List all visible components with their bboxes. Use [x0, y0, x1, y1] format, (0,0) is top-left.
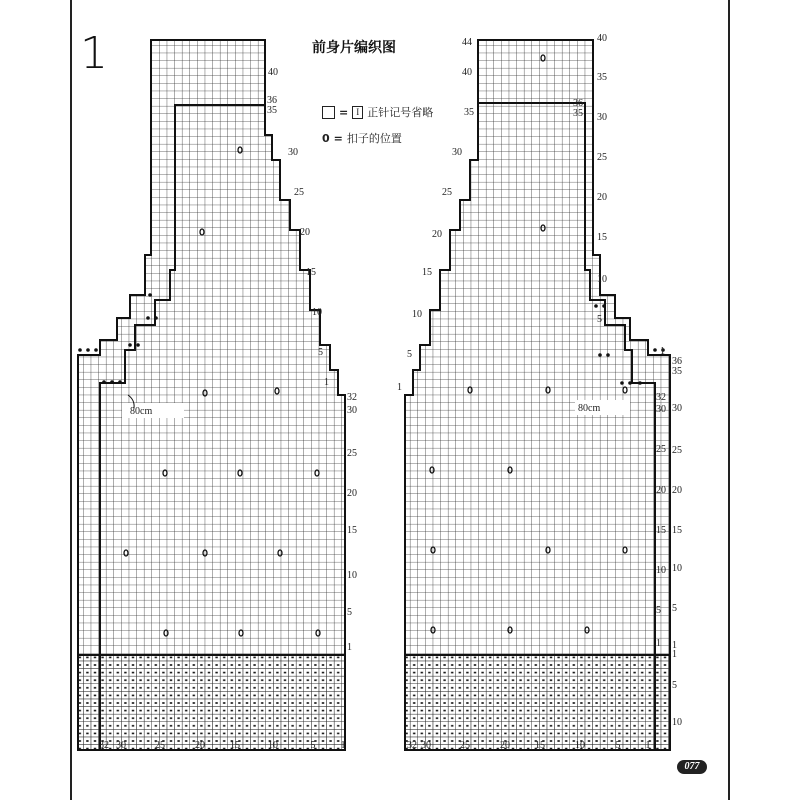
row-label: 25: [597, 152, 607, 163]
stitch-label: 5: [310, 740, 316, 751]
measurement-label: 80cm: [578, 403, 601, 414]
row-label: 35: [267, 105, 277, 116]
row-label: 35: [672, 366, 682, 377]
row-label: 36: [267, 95, 277, 106]
row-label: 44: [462, 37, 472, 48]
bind-off-dot-icon: [606, 353, 610, 357]
inner-label: 25: [656, 444, 666, 455]
stitch-label: 25: [155, 740, 165, 751]
inner-label: 30: [656, 404, 666, 415]
left-front-chart: [78, 40, 357, 751]
row-label: 10: [597, 274, 607, 285]
bind-off-dot-icon: [628, 381, 632, 385]
stitch-label: 5: [615, 740, 621, 751]
bind-off-dot-icon: [653, 348, 657, 352]
stitch-label: 32: [407, 740, 417, 751]
row-label: 20: [347, 488, 357, 499]
row-label: 40: [597, 33, 607, 44]
chart-title: 前身片编织图: [312, 40, 396, 56]
row-label: 15: [347, 525, 357, 536]
inner-label: 36: [573, 98, 583, 109]
bind-off-dot-icon: [598, 353, 602, 357]
row-label: 10: [347, 570, 357, 581]
ribbing-section: [405, 655, 670, 750]
legend-text: 正针记号省略: [367, 107, 434, 119]
bind-off-dot-icon: [638, 381, 642, 385]
stitch-label: 25: [460, 740, 470, 751]
bind-off-dot-icon: [594, 304, 598, 308]
row-label: 25: [672, 445, 682, 456]
right-front-chart: [397, 33, 682, 751]
knit-symbol-icon: I: [352, 106, 363, 119]
row-label: 1: [672, 640, 677, 651]
inner-label: 10: [656, 565, 666, 576]
measurement-label: 80cm: [130, 406, 153, 417]
row-label: 36: [672, 356, 682, 367]
stitch-label: 20: [500, 740, 510, 751]
grid-body: [405, 40, 670, 750]
bind-off-dot-icon: [102, 380, 106, 384]
inner-label: 15: [656, 525, 666, 536]
row-label: 1: [660, 346, 665, 357]
row-label: 10: [412, 309, 422, 320]
row-label: 20: [597, 192, 607, 203]
bind-off-dot-icon: [602, 304, 606, 308]
row-label: 10: [672, 717, 682, 728]
bind-off-dot-icon: [110, 380, 114, 384]
row-label: 5: [407, 349, 412, 360]
bind-off-dot-icon: [154, 316, 158, 320]
row-label: 1: [324, 377, 329, 388]
row-label: 20: [300, 227, 310, 238]
stitch-label: 1: [645, 740, 651, 751]
stitch-label: 30: [421, 740, 431, 751]
legend-item-button: 0 = 扣子的位置: [322, 131, 402, 145]
stitch-label: 30: [116, 740, 126, 751]
bind-off-dot-icon: [136, 343, 140, 347]
row-label: 15: [422, 267, 432, 278]
chart-number: 1: [80, 28, 108, 79]
inner-label: 32: [656, 392, 666, 403]
inner-label: 1: [656, 638, 661, 649]
bind-off-dot-icon: [148, 293, 152, 297]
ribbing-section: [78, 655, 345, 750]
inner-label: 5: [656, 605, 661, 616]
row-label: 15: [306, 267, 316, 278]
bind-off-dot-icon: [86, 348, 90, 352]
row-label: 35: [597, 72, 607, 83]
stitch-label: 1: [340, 740, 346, 751]
row-label: 20: [672, 485, 682, 496]
bind-off-dot-icon: [620, 381, 624, 385]
bind-off-dot-icon: [94, 348, 98, 352]
legend-item-knit: = I 正针记号省略: [322, 104, 433, 120]
row-label: 25: [294, 187, 304, 198]
row-label: 30: [672, 403, 682, 414]
page-number: 077: [677, 760, 707, 774]
row-label: 15: [672, 525, 682, 536]
stitch-label: 15: [230, 740, 240, 751]
row-label: 1: [397, 382, 402, 393]
row-label: 30: [288, 147, 298, 158]
stitch-label: 10: [575, 740, 585, 751]
bind-off-dot-icon: [128, 343, 132, 347]
stitch-label: 10: [268, 740, 278, 751]
bind-off-dot-icon: [146, 316, 150, 320]
row-label: 1: [672, 649, 677, 660]
row-label: 1: [347, 642, 352, 653]
row-label: 5: [672, 680, 677, 691]
row-label: 20: [432, 229, 442, 240]
row-label: 40: [462, 67, 472, 78]
bind-off-dot-icon: [78, 348, 82, 352]
row-label: 30: [597, 112, 607, 123]
row-label: 10: [672, 563, 682, 574]
row-label: 25: [347, 448, 357, 459]
bind-off-dot-icon: [118, 380, 122, 384]
stitch-label: 32: [99, 740, 109, 751]
row-label: 30: [347, 405, 357, 416]
row-label: 5: [597, 314, 602, 325]
stitch-label: 20: [195, 740, 205, 751]
row-label: 10: [312, 307, 322, 318]
row-label: 5: [672, 603, 677, 614]
row-label: 30: [452, 147, 462, 158]
row-label: 25: [442, 187, 452, 198]
row-label: 5: [318, 347, 323, 358]
legend-text: 扣子的位置: [346, 133, 402, 145]
inner-label: 35: [573, 108, 583, 119]
row-label: 35: [464, 107, 474, 118]
row-label: 40: [268, 67, 278, 78]
grid-body: [78, 40, 345, 750]
button-symbol-icon: 0: [322, 131, 330, 145]
row-label: 15: [597, 232, 607, 243]
row-label: 5: [347, 607, 352, 618]
row-label: 32: [347, 392, 357, 403]
stitch-label: 15: [535, 740, 545, 751]
inner-label: 20: [656, 485, 666, 496]
